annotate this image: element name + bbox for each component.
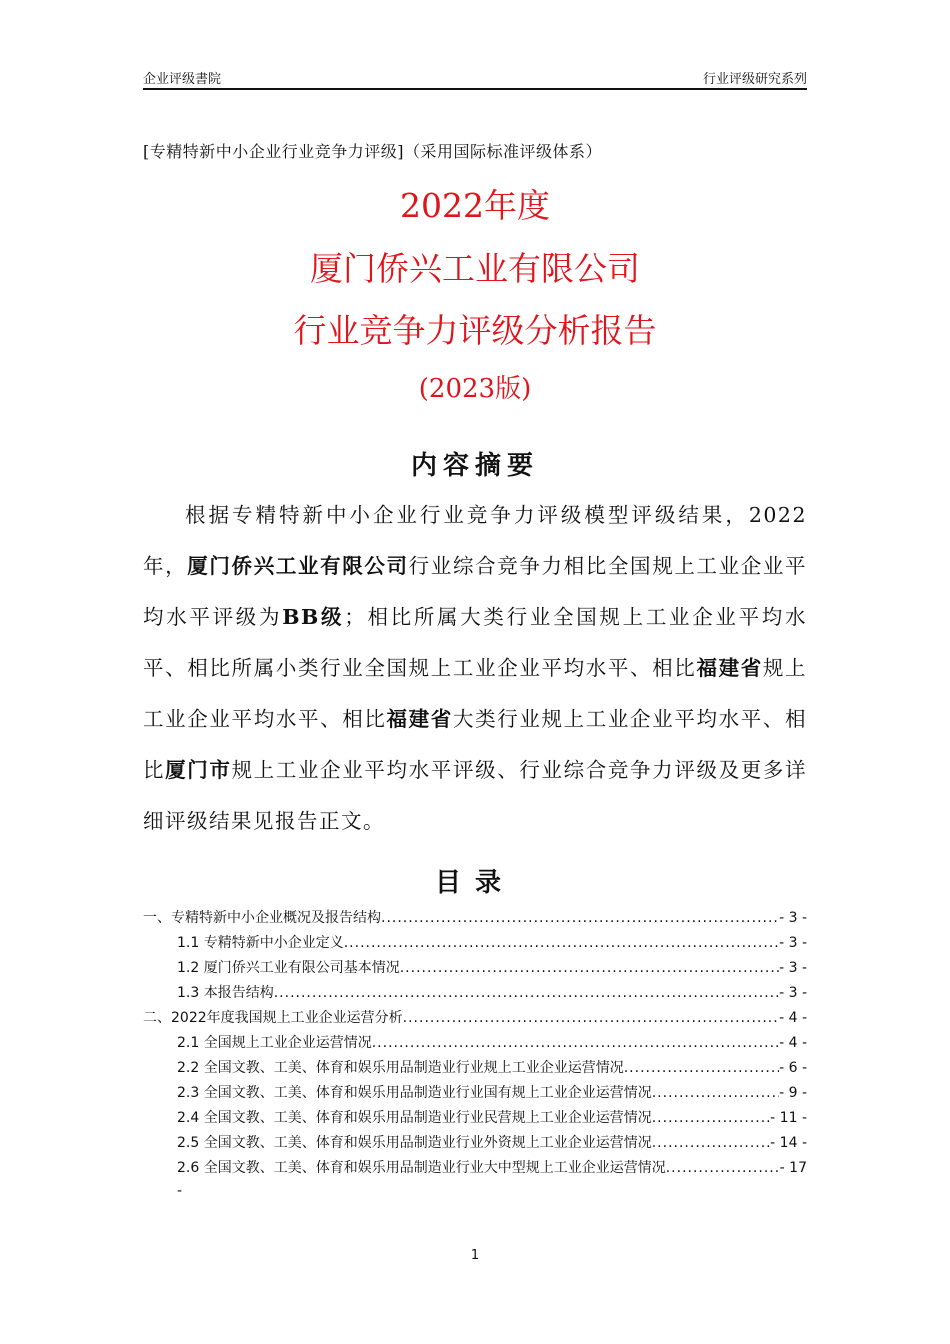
toc-leader	[381, 906, 779, 931]
toc-item[interactable]: 2.6 全国文教、工美、体育和娱乐用品制造业行业大中型规上工业企业运营情况 ..... - 17	[143, 1156, 807, 1181]
province-name: 福建省	[696, 656, 763, 680]
toc-leader	[652, 1106, 770, 1131]
toc-leader	[344, 931, 779, 956]
city-name: 厦门市	[165, 758, 232, 782]
abstract-body	[143, 490, 807, 847]
abstract-text: ；相比所属大类行业全国规上工业企业平均水平、相比所属小类行业全国规上工业企业平均水平、相比	[143, 605, 808, 680]
toc-item-wrap: -	[177, 1183, 183, 1199]
toc-item[interactable]: 2.3 全国文教、工美、体育和娱乐用品制造业行业国有规上工业企业运营情况 ..... - 9 -	[143, 1081, 807, 1106]
abstract-text: 大类行业规上工业企业平均水平、相比	[143, 707, 808, 782]
toc-item[interactable]: 2.4 全国文教、工美、体育和娱乐用品制造业行业民营规上工业企业运营情况 ..... - 11 -	[143, 1106, 807, 1131]
toc-item[interactable]: 1.2 厦门侨兴工业有限公司基本情况 ..... - 3 -	[143, 956, 807, 981]
abstract-text: 规上工业企业平均水平、相比	[143, 656, 808, 731]
toc-leader	[652, 1131, 770, 1156]
province-name: 福建省	[386, 707, 453, 731]
toc-item[interactable]: 1.3 本报告结构 ..... - 3 -	[143, 981, 807, 1006]
toc-item[interactable]: 二、2022年度我国规上工业企业运营分析 ..... - 4 -	[143, 1006, 807, 1031]
toc-heading: 目录	[434, 868, 515, 898]
abstract-text: 行业综合竞争力相比全国规上工业企业平均水平评级为	[143, 554, 808, 629]
title-report: 行业竞争力评级分析报告	[293, 311, 657, 350]
toc-item[interactable]: 2.1 全国规上工业企业运营情况 ..... - 4 -	[143, 1031, 807, 1056]
toc-leader	[400, 956, 779, 981]
header-right: 行业评级研究系列	[702, 72, 807, 87]
toc-leader	[403, 1006, 779, 1031]
toc-leader	[666, 1156, 780, 1181]
abstract-text: 规上工业企业平均水平评级、行业综合竞争力评级及更多详细评级结果见报告正文。	[143, 758, 808, 833]
toc-item[interactable]: 1.1 专精特新中小企业定义 ..... - 3 -	[143, 931, 807, 956]
title-company: 厦门侨兴工业有限公司	[310, 249, 640, 288]
company-name: 厦门侨兴工业有限公司	[187, 554, 409, 578]
toc-leader	[624, 1056, 779, 1081]
toc-item[interactable]: 2.5 全国文教、工美、体育和娱乐用品制造业行业外资规上工业企业运营情况 ..... - 14 -	[143, 1131, 807, 1156]
toc-leader	[652, 1081, 779, 1106]
toc-item[interactable]: 一、专精特新中小企业概况及报告结构 ..... - 3 -	[143, 906, 807, 931]
page-header	[143, 68, 807, 90]
title-edition: (2023版)	[418, 374, 532, 404]
header-left: 企业评级書院	[143, 72, 222, 87]
abstract-heading: 内容摘要	[410, 451, 539, 481]
toc-leader	[274, 981, 779, 1006]
toc-item[interactable]: 2.2 全国文教、工美、体育和娱乐用品制造业行业规上工业企业运营情况 ..... - 6 -	[143, 1056, 807, 1081]
abstract-text: 根据专精特新中小企业行业竞争力评级模型评级结果，2022年，	[143, 503, 807, 578]
rating-grade: BB级	[282, 605, 345, 629]
table-of-contents	[143, 906, 807, 1201]
toc-leader	[372, 1031, 779, 1056]
page-number: 1	[470, 1248, 480, 1263]
title-year: 2022年度	[400, 186, 550, 225]
report-tagline: [专精特新中小企业行业竞争力评级]（采用国际标准评级体系）	[143, 142, 602, 161]
